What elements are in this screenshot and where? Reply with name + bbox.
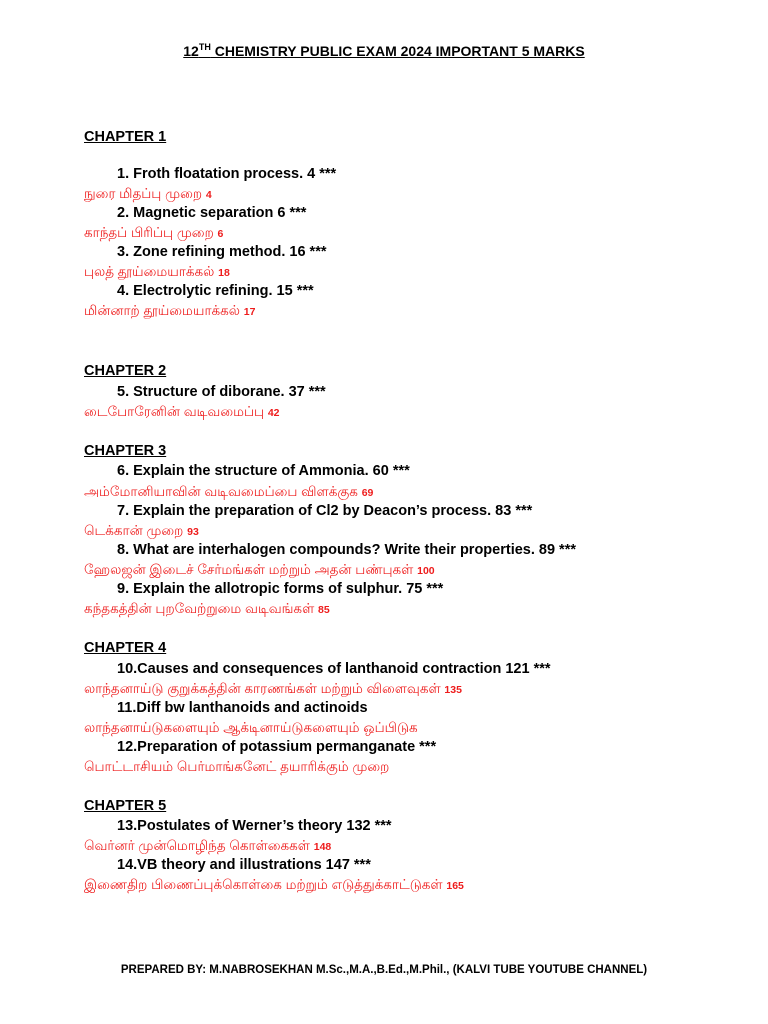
tamil-translation: காந்தப் பிரிப்பு முறை 6 [84,225,224,240]
tamil-translation: டெக்கான் முறை 93 [84,523,199,538]
title-superscript: TH [198,42,211,52]
chapter-heading: CHAPTER 1 [84,129,167,145]
question-item: 6. Explain the structure of Ammonia. 60 *** [117,463,410,479]
question-item: 14.VB theory and illustrations 147 *** [117,857,371,873]
tamil-translation: இணைதிற பிணைப்புக்கொள்கை மற்றும் எடுத்துக்காட்டுகள் 165 [84,877,464,892]
tamil-translation: வெர்னர் முன்மொழிந்த கொள்கைகள் 148 [84,838,332,853]
tamil-translation: ஹேலஜன் இடைச் சேர்மங்கள் மற்றும் அதன் பண்புகள் 100 [84,562,435,577]
question-item: 13.Postulates of Werner’s theory 132 *** [117,818,392,834]
chapter-heading: CHAPTER 5 [84,798,167,814]
title-text: CHEMISTRY PUBLIC EXAM 2024 IMPORTANT 5 MARKS [210,43,585,59]
tamil-translation: டைபோரேனின் வடிவமைப்பு 42 [84,404,280,419]
tamil-translation: பொட்டாசியம் பெர்மாங்கனேட் தயாரிக்கும் முறை [84,759,390,774]
tamil-translation: மின்னாற் தூய்மையாக்கல் 17 [84,303,256,318]
tamil-translation: லாந்தனாய்டுகளையும் ஆக்டினாய்டுகளையும் ஒப்பிடுக [84,720,418,735]
question-item: 5. Structure of diborane. 37 *** [117,384,326,400]
tamil-translation: லாந்தனாய்டு குறுக்கத்தின் காரணங்கள் மற்றும் விளைவுகள் 135 [84,681,462,696]
question-item: 12.Preparation of potassium permanganate *** [117,739,437,755]
question-item: 4. Electrolytic refining. 15 *** [117,283,314,299]
question-item: 11.Diff bw lanthanoids and actinoids [117,700,368,716]
chapter-heading: CHAPTER 3 [84,443,167,459]
title-number: 12 [183,43,199,59]
chapter-heading: CHAPTER 2 [84,363,167,379]
question-item: 9. Explain the allotropic forms of sulphur. 75 *** [117,581,444,597]
chapter-heading: CHAPTER 4 [84,640,167,656]
tamil-translation: நுரை மிதப்பு முறை 4 [84,186,212,201]
question-item: 1. Froth floatation process. 4 *** [117,166,337,182]
question-item: 10.Causes and consequences of lanthanoid contraction 121 *** [117,661,551,677]
page-title [0,42,768,59]
question-item: 2. Magnetic separation 6 *** [117,205,307,221]
tamil-translation: கந்தகத்தின் புறவேற்றுமை வடிவங்கள் 85 [84,601,330,616]
tamil-translation: புலத் தூய்மையாக்கல் 18 [84,264,230,279]
question-item: 8. What are interhalogen compounds? Write their properties. 89 *** [117,542,576,558]
footer-credit: PREPARED BY: M.NABROSEKHAN M.Sc.,M.A.,B.Ed.,M.Phil., (KALVI TUBE YOUTUBE CHANNEL) [120,964,648,976]
tamil-translation: அம்மோனியாவின் வடிவமைப்பை விளக்குக 69 [84,484,374,499]
question-item: 3. Zone refining method. 16 *** [117,244,327,260]
question-item: 7. Explain the preparation of Cl2 by Deacon’s process. 83 *** [117,503,533,519]
